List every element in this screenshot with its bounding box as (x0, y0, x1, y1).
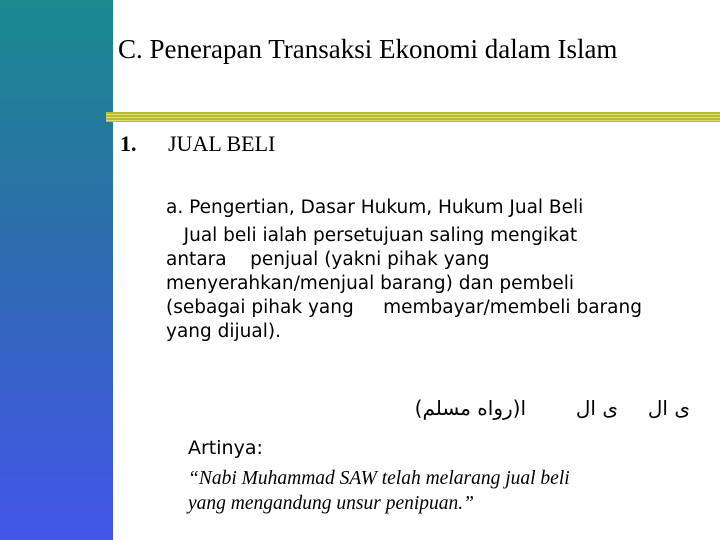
arabic-fragment: ى ال (575, 396, 618, 420)
section-heading: JUAL BELI (168, 131, 276, 156)
definition-paragraph (166, 224, 642, 344)
quote-line: “Nabi Muhammad SAW telah melarang jual beli (188, 468, 570, 489)
paragraph-line: antara penjual (yakni pihak yang (166, 249, 490, 270)
paragraph-line: yang dijual). (166, 321, 281, 342)
slide-title: C. Penerapan Transaksi Ekonomi dalam Islam (118, 34, 618, 64)
paragraph-line: Jual beli ialah persetujuan saling mengikat (166, 225, 578, 246)
translation-quote (188, 466, 570, 516)
hadith-citation: ا(رواه مسلم) (414, 396, 526, 420)
subheading: a. Pengertian, Dasar Hukum, Hukum Jual Beli (166, 197, 584, 218)
title-divider-rule (106, 112, 720, 122)
arabic-fragment: ى ال (647, 396, 690, 420)
quote-line: yang mengandung unsur penipuan.” (188, 493, 474, 514)
sidebar-gradient-bar (0, 0, 113, 540)
paragraph-line: menyerahkan/menjual barang) dan pembeli (166, 273, 574, 294)
paragraph-line: (sebagai pihak yang membayar/membeli barang (166, 297, 642, 318)
section-number: 1. (120, 131, 137, 156)
translation-label: Artinya: (188, 437, 263, 459)
